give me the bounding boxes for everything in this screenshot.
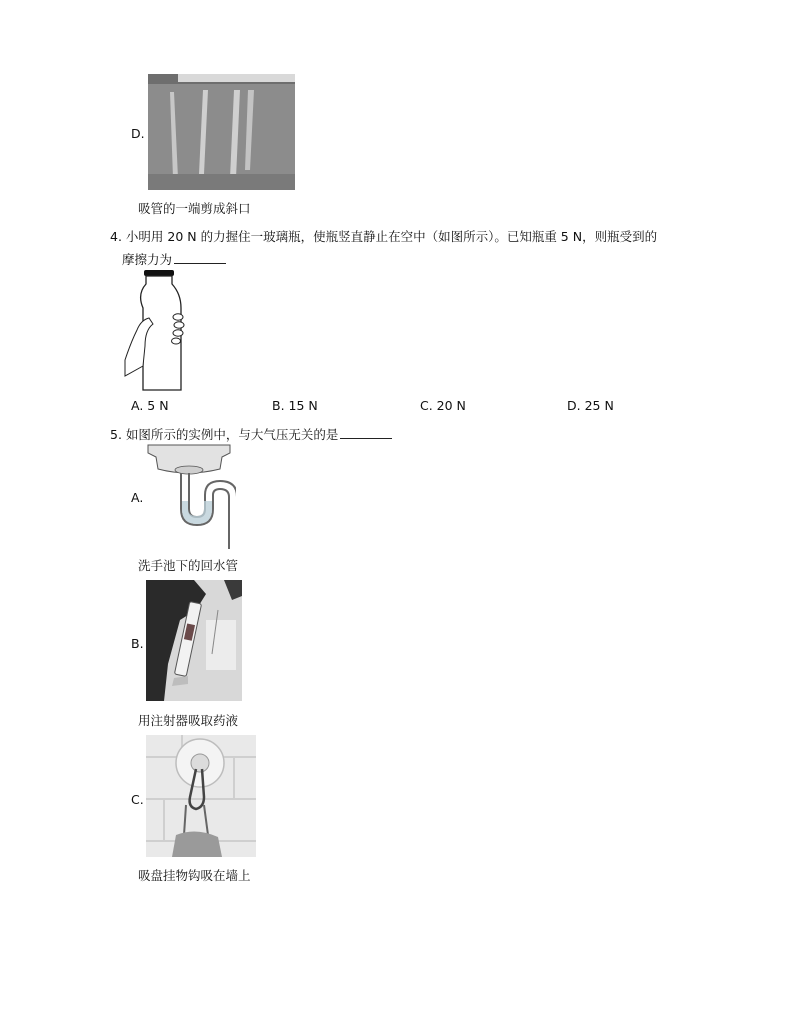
question-4-line1: 4. 小明用 20 N 的力握住一玻璃瓶，使瓶竖直静止在空中（如图所示）。已知瓶重 5 N，则瓶受到的 [110,229,658,244]
q5-option-a-label: A. [131,490,144,505]
syringe-photo [146,580,242,701]
drain-trap-figure [146,443,236,551]
question-5-stem [110,425,392,443]
option-d-label: D. [131,126,145,141]
q5-option-b-label: B. [131,636,144,651]
question-5-stem-text: 5. 如图所示的实例中，与大气压无关的是 [110,427,339,442]
option-b: B. 15 N [272,398,318,413]
q5-option-c-caption: 吸盘挂物钩吸在墙上 [138,868,251,883]
option-a: A. 5 N [131,398,169,413]
q5-option-c-label: C. [131,792,144,807]
option-c: C. 20 N [420,398,466,413]
q5-option-b-caption: 用注射器吸取药液 [138,713,239,728]
q5-option-a-caption: 洗手池下的回水管 [138,558,239,573]
question-4-line2-text: 摩擦力为 [122,252,173,267]
option-d: D. 25 N [567,398,614,413]
question-4-line2 [122,250,226,268]
straws-photo [148,74,295,190]
option-d-caption: 吸管的一端剪成斜口 [138,201,251,216]
suction-hook-photo [146,735,256,857]
answer-blank [340,426,392,439]
answer-blank [174,251,226,264]
bottle-hand-figure [123,268,193,394]
